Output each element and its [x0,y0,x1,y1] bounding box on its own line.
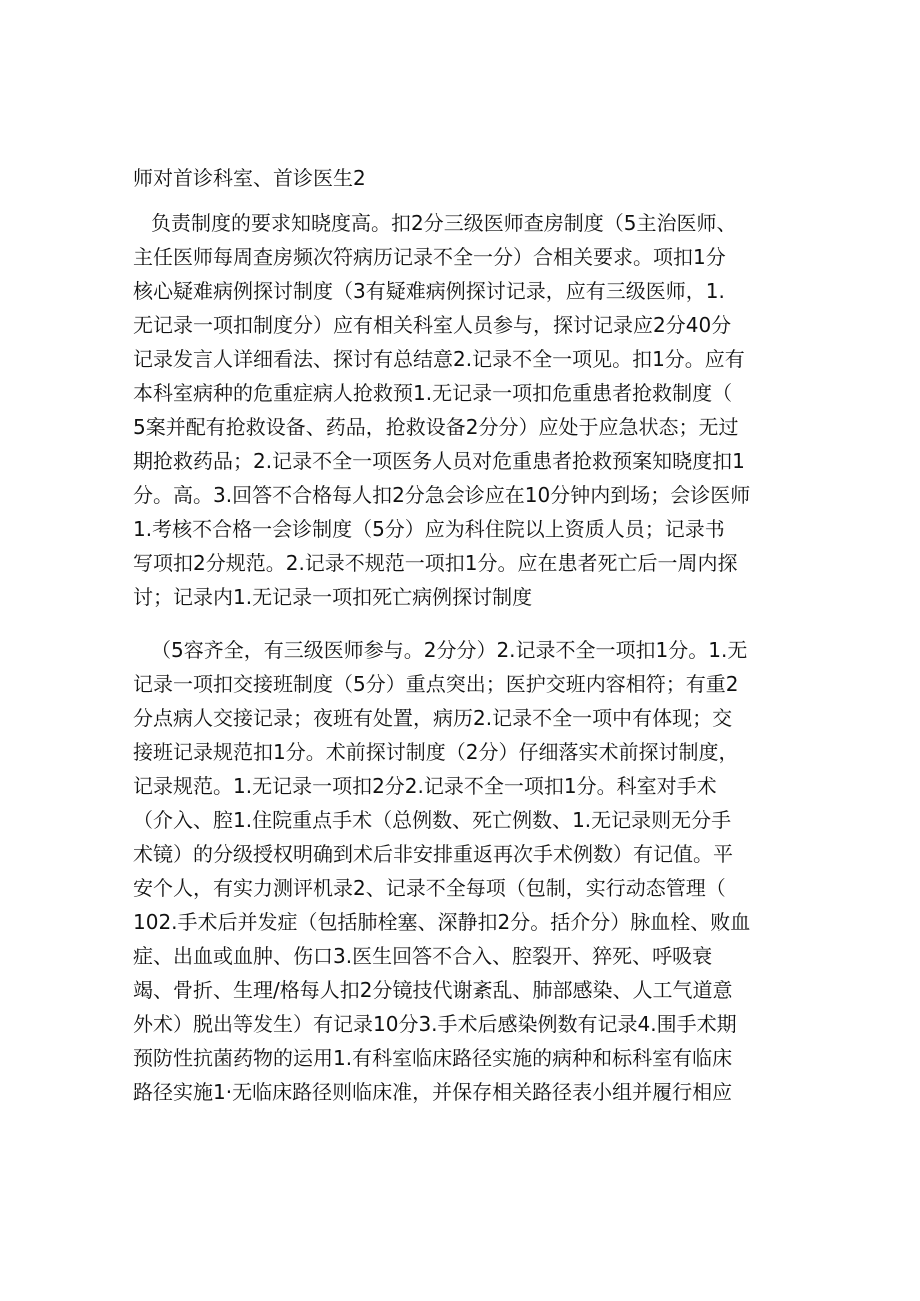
text-line: 核心疑难病例探讨制度（3有疑难病例探讨记录，应有三级医师，1. [133,279,725,303]
paragraph-2 [133,633,813,1109]
text-line: 5案并配有抢救设备、药品，抢救设备2分分）应处于应急状态；无过 [133,415,739,439]
text-line: 预防性抗菌药物的运用1.有科室临床路径实施的病种和标科室有临床 [133,1046,733,1070]
text-line: 负责制度的要求知晓度高。扣2分三级医师查房制度（5主治医师、 [151,211,737,235]
text-line: 记录规范。1.无记录一项扣2分2.记录不全一项扣1分。科室对手术 [133,774,717,798]
text-line: 本科室病种的危重症病人抢救预1.无记录一项扣危重患者抢救制度（ [133,381,733,405]
text-line: 分点病人交接记录；夜班有处置，病历2.记录不全一项中有体现；交 [133,706,733,730]
text-line: 术镜）的分级授权明确到术后非安排重返再次手术例数）有记值。平 [133,842,733,866]
title-line: 师对首诊科室、首诊医生2 [133,166,366,190]
text-line: 外术）脱出等发生）有记录10分3.手术后感染例数有记录4.围手术期 [133,1012,737,1036]
text-line: 讨；记录内1.无记录一项扣死亡病例探讨制度 [133,585,533,609]
text-line: （介入、腔1.住院重点手术（总例数、死亡例数、1.无记录则无分手 [133,808,732,832]
text-line: 期抢救药品；2.记录不全一项医务人员对危重患者抢救预案知晓度扣1 [133,449,745,473]
text-line: 安个人，有实力测评机录2、记录不全每项（包制，实行动态管理（ [133,876,726,900]
text-line: 路径实施1·无临床路径则临床准，并保存相关路径表小组并履行相应 [133,1080,733,1104]
text-line: 无记录一项扣制度分）应有相关科室人员参与，探讨记录应2分40分 [133,313,732,337]
paragraph-1 [133,206,813,614]
text-line: 记录发言人详细看法、探讨有总结意2.记录不全一项见。扣1分。应有 [133,347,745,371]
text-line: 记录一项扣交接班制度（5分）重点突出；医护交班内容相符；有重2 [133,672,739,696]
text-line: 分。高。3.回答不合格每人扣2分急会诊应在10分钟内到场；会诊医师 [133,483,751,507]
text-line: 1.考核不合格一会诊制度（5分）应为科住院以上资质人员；记录书 [133,517,725,541]
text-line: 竭、骨折、生理/格每人扣2分镜技代谢紊乱、肺部感染、人工气道意 [133,978,733,1002]
text-line: （5容齐全，有三级医师参与。2分分）2.记录不全一项扣1分。1.无 [151,638,748,662]
text-line: 102.手术后并发症（包括肺栓塞、深静扣2分。括介分）脉血栓、败血 [133,910,751,934]
text-line: 接班记录规范扣1分。术前探讨制度（2分）仔细落实术前探讨制度， [133,740,739,764]
text-line: 症、出血或血肿、伤口3.医生回答不合入、腔裂开、猝死、呼吸衰 [133,944,713,968]
text-line: 主任医师每周查房频次符病历记录不全一分）合相关要求。项扣1分 [133,245,726,269]
text-line: 写项扣2分规范。2.记录不规范一项扣1分。应在患者死亡后一周内探 [133,551,738,575]
